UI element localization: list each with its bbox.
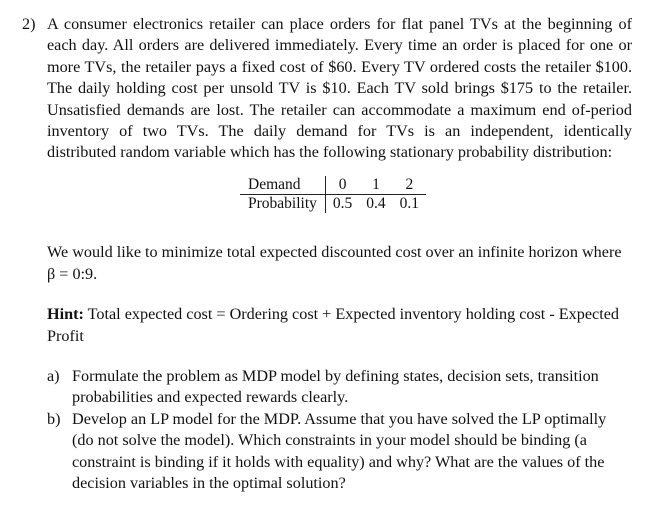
demand-value: 0 — [325, 176, 359, 195]
part-a-text: Formulate the problem as MDP model by defining states, decision sets, transition probabilities and expected rewards clearly. — [72, 367, 599, 407]
objective-line-1: We would like to minimize total expected discounted cost over an infinite horizon where — [47, 243, 622, 261]
problem-text: A consumer electronics retailer can place orders for flat panel TVs at the beginning of each day. All orders are delivered immediately. Every time an order is placed for one or more TVs, the retailer pays a fixed cost of $60. Every TV ordered costs the retailer $100. The daily holding cost per unsold TV is $10. Each TV sold brings $175 to the retailer. Unsatisfied demands are lost. The retailer can accommodate a maximum end of-period inventory of two TVs. The daily demand for TVs is an independent, identically distributed random variable which has the following stationary probability distribution: — [47, 15, 632, 162]
probability-row — [240, 195, 426, 214]
hint-paragraph — [47, 303, 622, 347]
demand-label: Demand — [240, 176, 325, 195]
probability-value: 0.1 — [399, 195, 420, 212]
part-b — [47, 409, 622, 495]
probability-label: Probability — [240, 195, 325, 214]
hint-text: Total expected cost = Ordering cost + Expected inventory holding cost - Expected Profit — [47, 305, 619, 345]
question-parts — [47, 366, 622, 494]
probability-value: 0.5 — [332, 195, 353, 212]
demand-distribution-table — [240, 176, 426, 213]
part-b-text: Develop an LP model for the MDP. Assume that you have solved the LP optimally (do not solve the model). Which constraints in your model should be binding (a constraint is binding if it holds with equality) and why? What are the values of the decision variables in the optimal solution? — [72, 409, 607, 493]
demand-value: 1 — [359, 176, 392, 195]
probability-value: 0.4 — [366, 195, 386, 212]
demand-value: 2 — [393, 176, 426, 195]
demand-row — [240, 176, 426, 195]
hint-label: Hint: — [47, 305, 84, 323]
objective-paragraph — [47, 241, 622, 285]
part-a-label: a) — [47, 367, 60, 385]
problem-statement — [22, 14, 632, 164]
problem-number: 2) — [22, 15, 36, 33]
part-b-label: b) — [47, 409, 61, 428]
part-a — [47, 366, 622, 409]
objective-line-2: β = 0:9. — [47, 265, 98, 283]
